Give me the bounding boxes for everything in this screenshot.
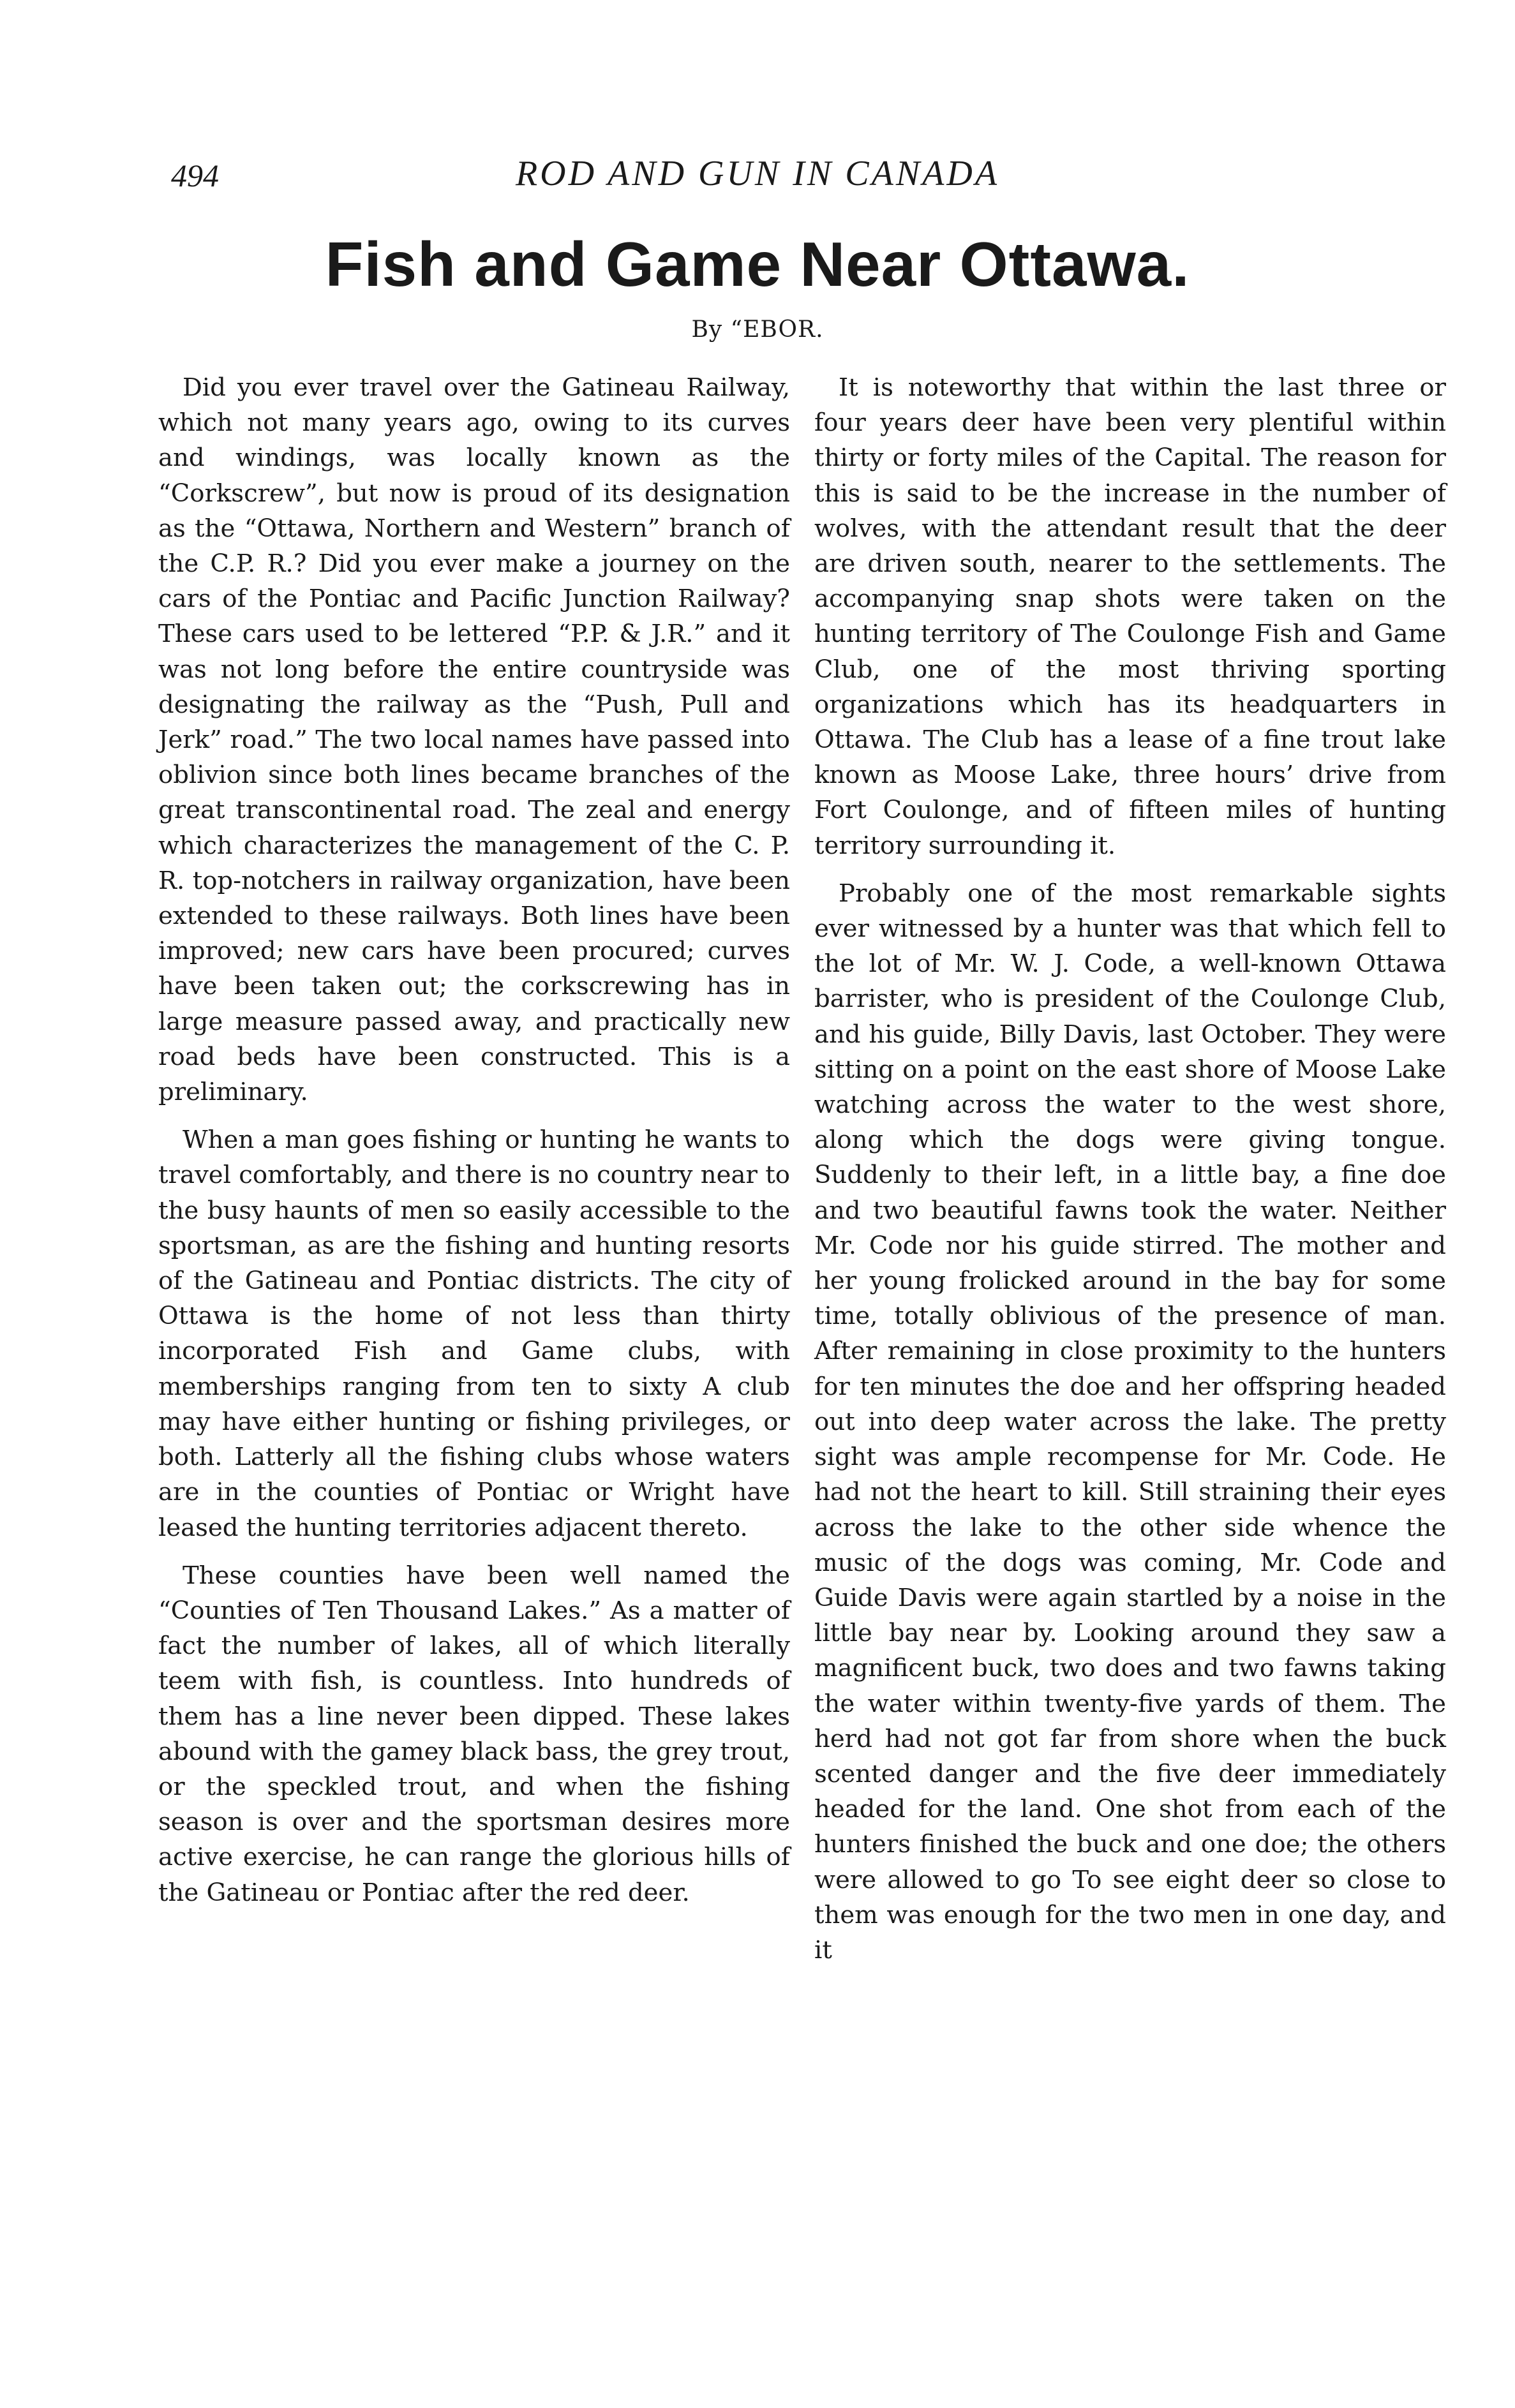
paragraph-remarkable-sight: Probably one of the most remarkable sights ever witnessed by a hunter was that which fell to the lot of Mr. W. J. Code, a well-known Ottawa barrister, who is president of the Coulonge Club, and his guide, Billy Davis, last October. They were sitting on a point on the east shore of Moose Lake watching across the water to the west shore, along which the dogs were giving tongue. Suddenly to their left, in a little bay, a fine doe and two beautiful fawns took the water. Neither Mr. Code nor his guide stirred. The mother and her young frolicked around in the bay for some time, totally oblivious of the presence of man. After remaining in close proximity to the hunters for ten minutes the doe and her offspring headed out into deep water across the lake. The pretty sight was ample recompense for Mr. Code. He had not the heart to kill. Still straining their eyes across the lake to the other side whence the music of the dogs was coming, Mr. Code and Guide Davis were again startled by a noise in the little bay near by. Looking around they saw a magnificent buck, two does and two fawns taking the water within twenty-five yards of them. The herd had not got far from shore when the buck scented danger and the five deer immediately headed for the land. One shot from each of the hunters finished the buck and one doe; the others were allowed to go To see eight deer so close to them was enough for the two men in one day, and it [814, 879, 1446, 1965]
running-head: ROD AND GUN IN CANADA [515, 154, 1000, 193]
paragraph-sportsman-access: When a man goes fishing or hunting he wants to travel comfortably, and there is no country near to the busy haunts of men so easily accessible to the sportsman, as are the fishing and hunting resorts of the Gatineau and Pontiac districts. The city of Ottawa is the home of not less than thirty incorporated Fish and Game clubs, with memberships ranging from ten to sixty A club may have either hunting or fishing privileges, or both. Latterly all the fishing clubs whose waters are in the counties of Pontiac or Wright have leased the hunting territories adjacent thereto. [158, 1126, 790, 1542]
page-number: 494 [171, 158, 219, 193]
byline: By “EBOR. [691, 316, 824, 343]
article-title: Fish and Game Near Ottawa. [325, 229, 1190, 299]
paragraph-deer-plentiful: It is noteworthy that within the last three or four years deer have been very plentiful within thirty or forty miles of the Capital. The reason for this is said to be the increase in the number of wolves, with the attendant result that the deer are driven south, nearer to the settlements. The accompanying snap shots were taken on the hunting territory of The Coulonge Fish and Game Club, one of the most thriving sporting organizations which has its headquarters in Ottawa. The Club has a lease of a fine trout lake known as Moose Lake, three hours’ drive from Fort Coulonge, and of fifteen miles of hunting territory surrounding it. [814, 373, 1446, 860]
left-column [158, 370, 790, 1923]
paragraph-ten-thousand-lakes: These counties have been well named the “Counties of Ten Thousand Lakes.” As a matter of fact the number of lakes, all of which literally teem with fish, is countless. Into hundreds of them has a line never been dipped. These lakes abound with the gamey black bass, the grey trout, or the speckled trout, and when the fishing season is over and the sportsman desires more active exercise, he can range the glorious hills of the Gatineau or Pontiac after the red deer. [158, 1561, 790, 1907]
right-column [814, 370, 1446, 1981]
paragraph-railways: Did you ever travel over the Gatineau Railway, which not many years ago, owing to its curves and windings, was locally known as the “Corkscrew”, but now is proud of its designation as the “Ottawa, Northern and Western” branch of the C.P. R.? Did you ever make a journey on the cars of the Pontiac and Pacific Junction Railway? These cars used to be lettered “P.P. & J.R.” and it was not long before the entire countryside was designating the railway as the “Push, Pull and Jerk” road.” The two local names have passed into oblivion since both lines became branches of the great transcontinental road. The zeal and energy which characterizes the management of the C. P. R. top-notchers in railway organization, have been extended to these railways. Both lines have been improved; new cars have been procured; curves have been taken out; the corkscrewing has in large measure passed away, and practically new road beds have been constructed. This is a preliminary. [158, 373, 790, 1107]
